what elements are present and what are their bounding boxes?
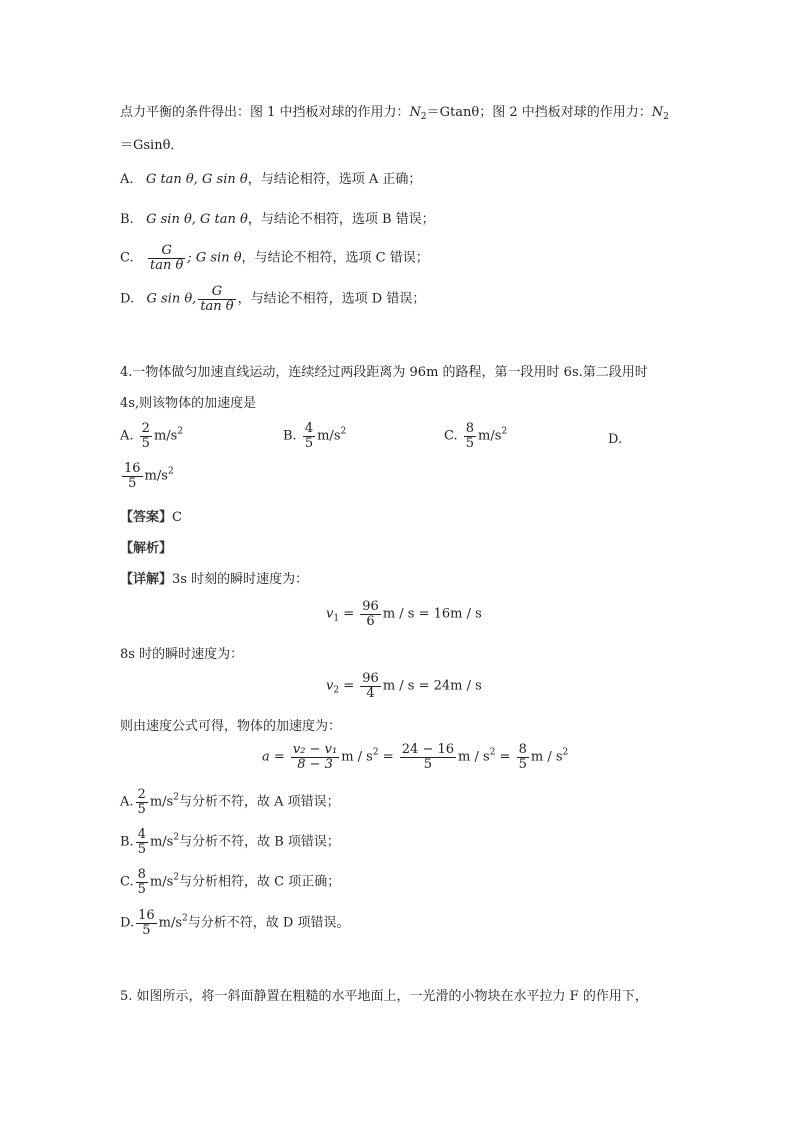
q3-option-a: A. G tan θ, G sin θ，与结论相符，选项 A 正确； [120, 172, 422, 187]
check-d: D. $\frac{16}{5}$ $m/s^2$与分析不符，故 D 项错误。 [120, 908, 350, 938]
fraction: $\frac{8}{5}$ [137, 867, 146, 897]
fraction: $\frac{96}{4}$ [362, 671, 379, 701]
q4-stem-2: 4s,则该物体的加速度是 [120, 396, 257, 411]
q4-option-a: A. $\frac{2}{5}$ $m/s^2$ [120, 421, 184, 451]
fraction: $\frac{24 - 16}{5}$ [401, 742, 455, 772]
t8-line: 8s 时的瞬时速度为： [120, 647, 244, 662]
fraction: $\frac{96}{6}$ [362, 599, 379, 629]
q4-option-b: B. $\frac{4}{5}$ $m/s^2$ [283, 421, 347, 451]
fraction: $\frac{16}{5}$ [124, 461, 141, 491]
q5-stem: 5. 如图所示，将一斜面静置在粗糙的水平地面上，一光滑的小物块在水平拉力 F 的作用下， [120, 989, 648, 1004]
analysis-tag: 【解析】 [120, 541, 173, 556]
fraction: $\frac{2}{5}$ [141, 421, 150, 451]
q4-stem-1: 4.一物体做匀加速直线运动，连续经过两段距离为 96m 的路程，第一段用时 6s.第二段用时 [120, 365, 648, 380]
equation-accel: a = $\frac{\text{v₂ − v₁}}{8 - 3}$ m / $s^2$ = $\frac{24 - 16}{5}$ m / $s^2$ = $\frac{8}{5}$ m / $s^2$ [262, 742, 569, 772]
check-b: B. $\frac{4}{5}$ $m/s^2$与分析不符，故 B 项错误； [120, 827, 340, 857]
equation-v2: $v_2$ = $\frac{96}{4}$ m / s = 24m / s [326, 671, 482, 701]
fraction: $\frac{4}{5}$ [137, 827, 146, 857]
accel-text: 则由速度公式可得，物体的加速度为： [120, 719, 342, 734]
q4-option-d-value: $\frac{16}{5}$ $m/s^2$ [124, 461, 174, 491]
fraction: $\frac{8}{5}$ [465, 421, 475, 451]
q4-option-d-label: D. [608, 432, 623, 447]
detail-line: 【详解】3s 时刻的瞬时速度为： [120, 572, 309, 587]
fraction: $\frac{16}{5}$ [138, 908, 155, 938]
fraction: $\frac{8}{5}$ [518, 742, 527, 772]
check-c: C. $\frac{8}{5}$ $m/s^2$与分析相符，故 C 项正确； [120, 867, 341, 897]
intro-line-2: ＝Gsinθ． [120, 138, 184, 153]
q4-option-c: C. $\frac{8}{5}$ $m/s^2$ [444, 421, 508, 451]
fraction: $\frac{G}{\text{tan θ}}$ [200, 284, 234, 314]
equation-v1: $v_1$ = $\frac{96}{6}$ m / s = 16m / s [326, 599, 482, 629]
fraction: $\frac{2}{5}$ [137, 787, 146, 817]
q3-option-b: B. G sin θ, G tan θ，与结论不相符，选项 B 错误； [120, 212, 435, 227]
fraction: $\frac{G}{\text{tan θ}}$ [150, 243, 184, 273]
fraction: $\frac{\text{v₂ − v₁}}{8 - 3}$ [292, 742, 338, 772]
q3-option-c: C. $\frac{G}{\text{tan θ}}$ ; G sin θ，与结论不相符，选项 C 错误； [120, 243, 429, 273]
q3-option-d: D. G sin θ, $\frac{G}{\text{tan θ}}$ ，与结论不相符，选项 D 错误； [120, 284, 426, 314]
fraction: $\frac{4}{5}$ [304, 421, 314, 451]
intro-line-1: 点力平衡的条件得出：图 1 中挡板对球的作用力：$N_2=Gtan\theta$；图 2 中挡板对球的作用力：$N_2$ [120, 105, 669, 122]
answer-line: 【答案】C [120, 510, 182, 525]
check-a: A. $\frac{2}{5}$ $m/s^2$与分析不符，故 A 项错误； [120, 787, 340, 817]
